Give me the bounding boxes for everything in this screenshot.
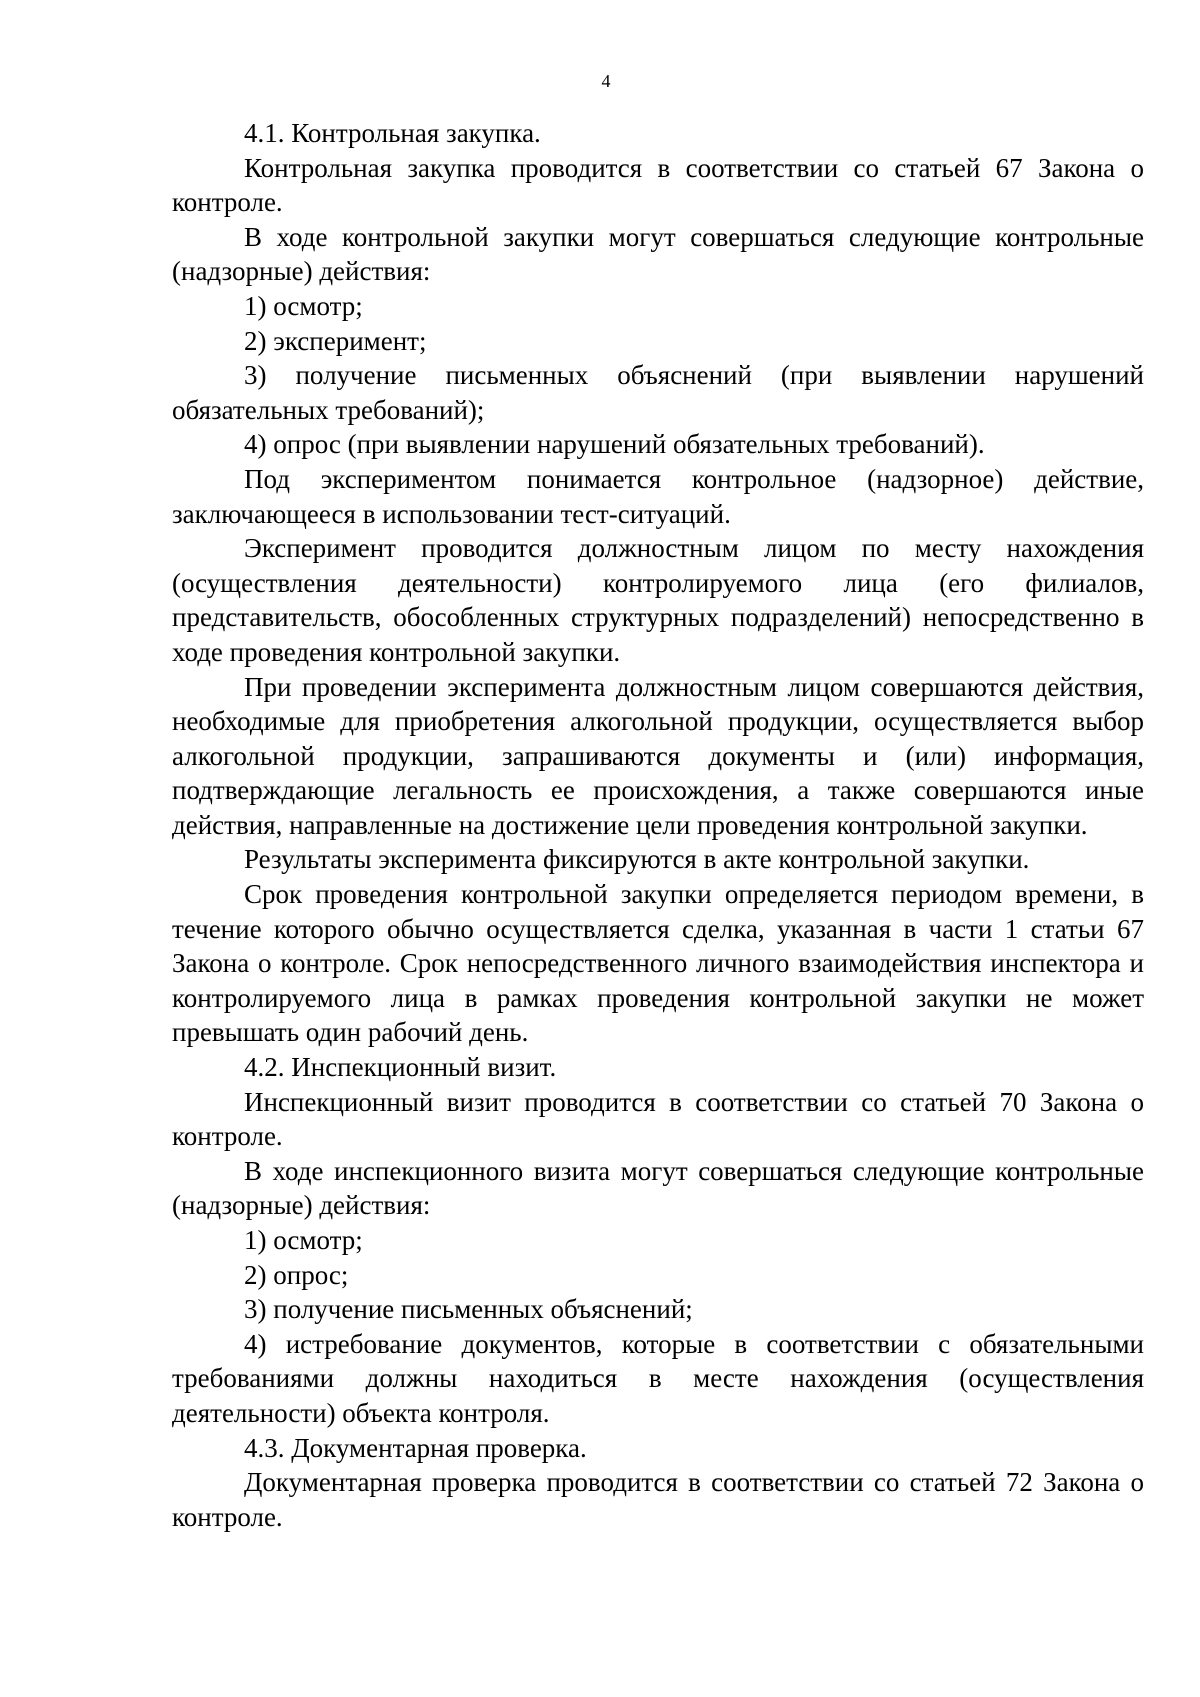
paragraph: Инспекционный визит проводится в соответствии со статьей 70 Закона о контроле.	[172, 1086, 1144, 1152]
list-item: 2) опрос;	[244, 1259, 349, 1290]
list-item: 4) истребование документов, которые в соответствии с обязательными требованиями должны находиться в месте нахождения (осуществления деятельности) объекта контроля.	[172, 1328, 1144, 1428]
list-item: 1) осмотр;	[244, 290, 363, 321]
paragraph: При проведении эксперимента должностным лицом совершаются действия, необходимые для приобретения алкогольной продукции, осуществляется выбор алкогольной продукции, запрашиваются документы и (или) информация, подтверждающие легальность ее происхождения, а также совершаются иные действия, направленные на достижение цели проведения контрольной закупки.	[172, 671, 1144, 840]
section-heading-4-1: 4.1. Контрольная закупка.	[244, 118, 541, 148]
list-item: 3) получение письменных объяснений;	[244, 1294, 693, 1325]
paragraph: Результаты эксперимента фиксируются в акте контрольной закупки.	[244, 844, 1030, 875]
list-item: 1) осмотр;	[244, 1225, 363, 1255]
paragraph: Документарная проверка проводится в соответствии со статьей 72 Закона о контроле.	[172, 1467, 1144, 1532]
paragraph: Эксперимент проводится должностным лицом по месту нахождения (осуществления деятельности) контролируемого лица (его филиалов, представительств, обособленных структурных подразделений) непосредственно в ходе проведения контрольной закупки.	[172, 533, 1144, 667]
list-item: 3) получение письменных объяснений (при выявлении нарушений обязательных требований);	[172, 360, 1144, 425]
paragraph: Под экспериментом понимается контрольное (надзорное) действие, заключающееся в использовании тест-ситуаций.	[172, 463, 1144, 529]
section-heading-4-3: 4.3. Документарная проверка.	[244, 1432, 587, 1463]
list-item: 2) эксперимент;	[244, 325, 427, 356]
list-item: 4) опрос (при выявлении нарушений обязательных требований).	[244, 429, 985, 460]
page-number: 4	[601, 71, 611, 91]
paragraph: Срок проведения контрольной закупки определяется периодом времени, в течение которого обычно осуществляется сделка, указанная в части 1 статьи 67 Закона о контроле. Срок непосредственного личного взаимодействия инспектора и контролируемого лица в рамках проведения контрольной закупки не может превышать один рабочий день.	[172, 879, 1144, 1048]
document-body	[172, 116, 1144, 1534]
section-heading-4-2: 4.2. Инспекционный визит.	[244, 1052, 557, 1083]
paragraph: В ходе инспекционного визита могут совершаться следующие контрольные (надзорные) действия:	[172, 1155, 1144, 1221]
paragraph: В ходе контрольной закупки могут совершаться следующие контрольные (надзорные) действия:	[172, 221, 1144, 287]
paragraph: Контрольная закупка проводится в соответствии со статьей 67 Закона о контроле.	[172, 152, 1144, 218]
